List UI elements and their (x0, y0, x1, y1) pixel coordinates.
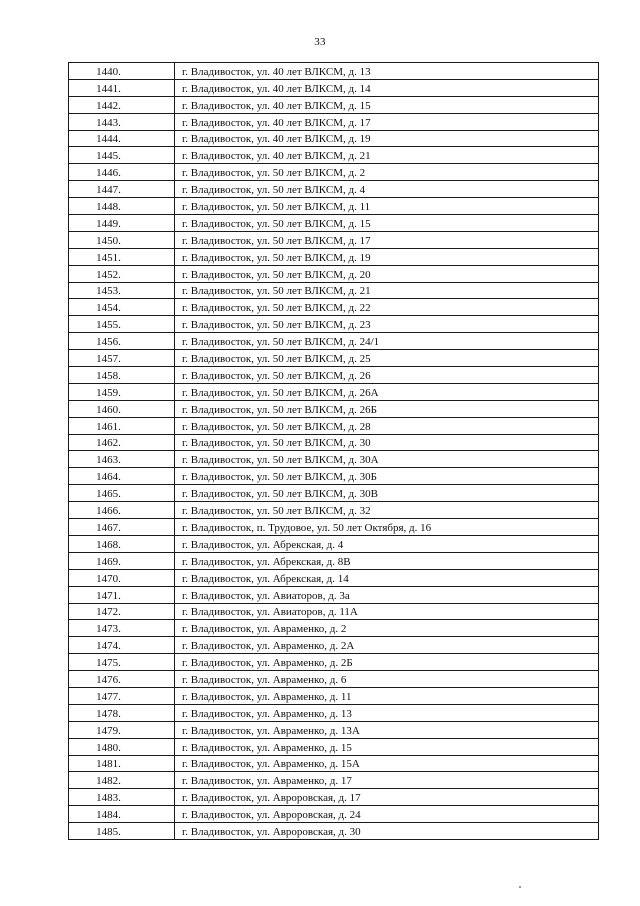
table-row (69, 569, 599, 586)
address-cell: г. Владивосток, ул. 50 лет ВЛКСМ, д. 21 (175, 282, 599, 299)
row-number-cell: 1456. (69, 333, 175, 350)
table-row (69, 231, 599, 248)
address-cell: г. Владивосток, ул. Авраменко, д. 2Б (175, 654, 599, 671)
table-row (69, 130, 599, 147)
row-number-cell: 1468. (69, 535, 175, 552)
row-number-cell: 1443. (69, 113, 175, 130)
row-number-cell: 1446. (69, 164, 175, 181)
table-row (69, 502, 599, 519)
address-cell: г. Владивосток, ул. 50 лет ВЛКСМ, д. 30А (175, 451, 599, 468)
table-row (69, 215, 599, 232)
row-number-cell: 1480. (69, 738, 175, 755)
table-row (69, 164, 599, 181)
address-table-body (69, 63, 599, 840)
table-row (69, 434, 599, 451)
table-row (69, 519, 599, 536)
table-row (69, 383, 599, 400)
address-cell: г. Владивосток, ул. Авраменко, д. 15А (175, 755, 599, 772)
row-number-cell: 1482. (69, 772, 175, 789)
address-cell: г. Владивосток, ул. 40 лет ВЛКСМ, д. 13 (175, 63, 599, 80)
table-row (69, 586, 599, 603)
address-cell: г. Владивосток, ул. Авиаторов, д. 11А (175, 603, 599, 620)
row-number-cell: 1459. (69, 383, 175, 400)
table-row (69, 552, 599, 569)
table-row (69, 333, 599, 350)
table-row (69, 79, 599, 96)
address-cell: г. Владивосток, ул. Абрекская, д. 8В (175, 552, 599, 569)
table-row (69, 113, 599, 130)
row-number-cell: 1472. (69, 603, 175, 620)
address-cell: г. Владивосток, ул. 50 лет ВЛКСМ, д. 25 (175, 350, 599, 367)
table-row (69, 451, 599, 468)
address-cell: г. Владивосток, ул. 50 лет ВЛКСМ, д. 15 (175, 215, 599, 232)
row-number-cell: 1448. (69, 198, 175, 215)
address-cell: г. Владивосток, ул. 50 лет ВЛКСМ, д. 32 (175, 502, 599, 519)
row-number-cell: 1447. (69, 181, 175, 198)
address-cell: г. Владивосток, ул. 40 лет ВЛКСМ, д. 19 (175, 130, 599, 147)
page-number: 33 (314, 36, 326, 48)
address-cell: г. Владивосток, ул. 50 лет ВЛКСМ, д. 30Б (175, 468, 599, 485)
row-number-cell: 1440. (69, 63, 175, 80)
table-row (69, 721, 599, 738)
table-row (69, 400, 599, 417)
row-number-cell: 1467. (69, 519, 175, 536)
table-row (69, 350, 599, 367)
row-number-cell: 1471. (69, 586, 175, 603)
row-number-cell: 1469. (69, 552, 175, 569)
address-cell: г. Владивосток, ул. Авраменко, д. 17 (175, 772, 599, 789)
table-row (69, 823, 599, 840)
table-row (69, 738, 599, 755)
address-cell: г. Владивосток, ул. Авиаторов, д. 3а (175, 586, 599, 603)
address-cell: г. Владивосток, ул. 50 лет ВЛКСМ, д. 28 (175, 417, 599, 434)
address-cell: г. Владивосток, ул. Авраменко, д. 2 (175, 620, 599, 637)
table-row (69, 367, 599, 384)
row-number-cell: 1444. (69, 130, 175, 147)
row-number-cell: 1464. (69, 468, 175, 485)
row-number-cell: 1470. (69, 569, 175, 586)
address-cell: г. Владивосток, п. Трудовое, ул. 50 лет Октября, д. 16 (175, 519, 599, 536)
row-number-cell: 1462. (69, 434, 175, 451)
address-cell: г. Владивосток, ул. Авраменко, д. 13А (175, 721, 599, 738)
address-cell: г. Владивосток, ул. 50 лет ВЛКСМ, д. 17 (175, 231, 599, 248)
row-number-cell: 1445. (69, 147, 175, 164)
row-number-cell: 1458. (69, 367, 175, 384)
address-cell: г. Владивосток, ул. 40 лет ВЛКСМ, д. 15 (175, 96, 599, 113)
table-row (69, 248, 599, 265)
address-cell: г. Владивосток, ул. 40 лет ВЛКСМ, д. 14 (175, 79, 599, 96)
row-number-cell: 1476. (69, 671, 175, 688)
row-number-cell: 1441. (69, 79, 175, 96)
row-number-cell: 1461. (69, 417, 175, 434)
address-cell: г. Владивосток, ул. 50 лет ВЛКСМ, д. 24/1 (175, 333, 599, 350)
address-cell: г. Владивосток, ул. Авраменко, д. 13 (175, 704, 599, 721)
row-number-cell: 1466. (69, 502, 175, 519)
scan-speck (519, 886, 521, 888)
row-number-cell: 1454. (69, 299, 175, 316)
address-cell: г. Владивосток, ул. Авроровская, д. 30 (175, 823, 599, 840)
table-row (69, 468, 599, 485)
row-number-cell: 1463. (69, 451, 175, 468)
row-number-cell: 1479. (69, 721, 175, 738)
row-number-cell: 1484. (69, 806, 175, 823)
table-row (69, 671, 599, 688)
address-cell: г. Владивосток, ул. 50 лет ВЛКСМ, д. 11 (175, 198, 599, 215)
address-cell: г. Владивосток, ул. 50 лет ВЛКСМ, д. 4 (175, 181, 599, 198)
address-cell: г. Владивосток, ул. 40 лет ВЛКСМ, д. 21 (175, 147, 599, 164)
row-number-cell: 1452. (69, 265, 175, 282)
row-number-cell: 1442. (69, 96, 175, 113)
row-number-cell: 1450. (69, 231, 175, 248)
address-cell: г. Владивосток, ул. 50 лет ВЛКСМ, д. 26А (175, 383, 599, 400)
row-number-cell: 1451. (69, 248, 175, 265)
address-cell: г. Владивосток, ул. 50 лет ВЛКСМ, д. 30В (175, 485, 599, 502)
address-cell: г. Владивосток, ул. Абрекская, д. 14 (175, 569, 599, 586)
table-row (69, 535, 599, 552)
row-number-cell: 1475. (69, 654, 175, 671)
row-number-cell: 1483. (69, 789, 175, 806)
address-cell: г. Владивосток, ул. 50 лет ВЛКСМ, д. 2 (175, 164, 599, 181)
table-row (69, 789, 599, 806)
address-cell: г. Владивосток, ул. 50 лет ВЛКСМ, д. 22 (175, 299, 599, 316)
address-cell: г. Владивосток, ул. Авраменко, д. 6 (175, 671, 599, 688)
row-number-cell: 1481. (69, 755, 175, 772)
row-number-cell: 1449. (69, 215, 175, 232)
address-cell: г. Владивосток, ул. Абрекская, д. 4 (175, 535, 599, 552)
row-number-cell: 1453. (69, 282, 175, 299)
table-row (69, 316, 599, 333)
table-row (69, 282, 599, 299)
table-row (69, 687, 599, 704)
table-row (69, 620, 599, 637)
table-row (69, 63, 599, 80)
address-cell: г. Владивосток, ул. 50 лет ВЛКСМ, д. 23 (175, 316, 599, 333)
address-cell: г. Владивосток, ул. 50 лет ВЛКСМ, д. 20 (175, 265, 599, 282)
address-cell: г. Владивосток, ул. Авраменко, д. 15 (175, 738, 599, 755)
table-row (69, 755, 599, 772)
row-number-cell: 1473. (69, 620, 175, 637)
address-cell: г. Владивосток, ул. 50 лет ВЛКСМ, д. 19 (175, 248, 599, 265)
address-cell: г. Владивосток, ул. Авраменко, д. 11 (175, 687, 599, 704)
address-cell: г. Владивосток, ул. Авроровская, д. 17 (175, 789, 599, 806)
table-row (69, 637, 599, 654)
address-cell: г. Владивосток, ул. 50 лет ВЛКСМ, д. 26 (175, 367, 599, 384)
address-cell: г. Владивосток, ул. Авраменко, д. 2А (175, 637, 599, 654)
table-row (69, 485, 599, 502)
row-number-cell: 1465. (69, 485, 175, 502)
table-row (69, 704, 599, 721)
row-number-cell: 1477. (69, 687, 175, 704)
table-row (69, 806, 599, 823)
table-row (69, 417, 599, 434)
address-cell: г. Владивосток, ул. 50 лет ВЛКСМ, д. 26Б (175, 400, 599, 417)
table-row (69, 147, 599, 164)
table-row (69, 772, 599, 789)
row-number-cell: 1474. (69, 637, 175, 654)
table-row (69, 299, 599, 316)
row-number-cell: 1485. (69, 823, 175, 840)
table-row (69, 265, 599, 282)
address-table (68, 62, 599, 840)
address-cell: г. Владивосток, ул. 50 лет ВЛКСМ, д. 30 (175, 434, 599, 451)
table-row (69, 96, 599, 113)
row-number-cell: 1457. (69, 350, 175, 367)
address-cell: г. Владивосток, ул. Авроровская, д. 24 (175, 806, 599, 823)
row-number-cell: 1455. (69, 316, 175, 333)
row-number-cell: 1460. (69, 400, 175, 417)
table-row (69, 198, 599, 215)
row-number-cell: 1478. (69, 704, 175, 721)
table-row (69, 654, 599, 671)
table-row (69, 603, 599, 620)
table-row (69, 181, 599, 198)
address-cell: г. Владивосток, ул. 40 лет ВЛКСМ, д. 17 (175, 113, 599, 130)
